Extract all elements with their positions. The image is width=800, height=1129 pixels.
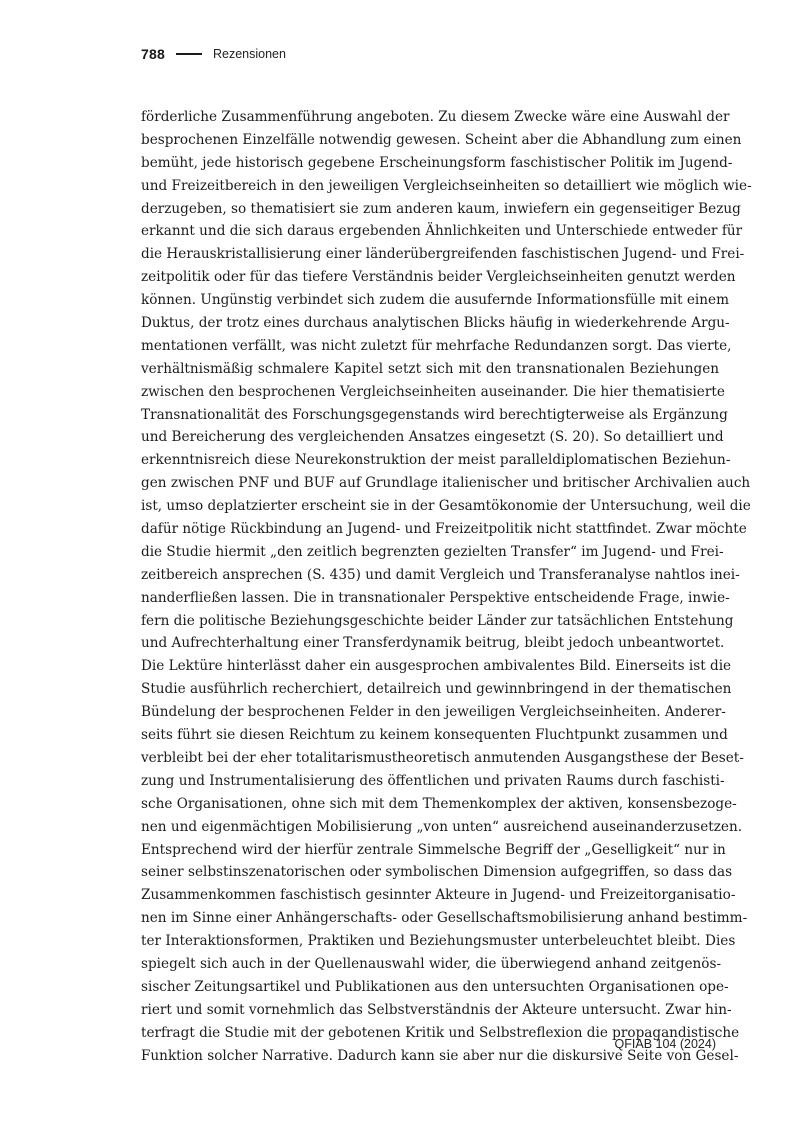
text-line: Duktus, der trotz eines durchaus analytischen Blicks häufig in wiederkehrende Argu- xyxy=(141,315,730,332)
text-line: förderliche Zusammenführung angeboten. Zu diesem Zwecke wäre eine Auswahl der xyxy=(141,109,730,125)
text-line: verhältnismäßig schmalere Kapitel setzt sich mit den transnationalen Beziehungen xyxy=(141,360,719,377)
text-line: Transnationalität des Forschungsgegenstands wird berechtigterweise als Ergänzung xyxy=(141,406,728,423)
text-line: zeitbereich ansprechen (S. 435) und damit Vergleich und Transferanalyse nahtlos inei- xyxy=(141,566,740,583)
text-line: sche Organisationen, ohne sich mit dem Themenkomplex der aktiven, konsensbezoge- xyxy=(141,795,737,812)
body-paragraph xyxy=(141,106,752,1067)
text-line: seits führt sie diesen Reichtum zu keinem konsequenten Fluchtpunkt zusammen und xyxy=(141,727,728,744)
text-line: erkenntnisreich diese Neurekonstruktion der meist paralleldiplomatischen Beziehun- xyxy=(141,452,731,469)
text-line: Entsprechend wird der hierfür zentrale Simmelsche Begriff der „Geselligkeit“ nur in xyxy=(141,841,726,858)
text-line: zung und Instrumentalisierung des öffentlichen und privaten Raums durch faschisti- xyxy=(141,772,725,789)
text-line: und Aufrechterhaltung einer Transferdynamik beitrug, bleibt jedoch unbeantwortet. xyxy=(141,635,725,652)
text-line: seiner selbstinszenatorischen oder symbolischen Dimension aufgegriffen, so dass das xyxy=(141,864,733,881)
text-line: Die Lektüre hinterlässt daher ein ausgesprochen ambivalentes Bild. Einerseits ist die xyxy=(141,658,732,675)
text-line: ist, umso deplatzierter erscheint sie in der Gesamtökonomie der Untersuchung, weil die xyxy=(141,498,751,515)
text-line: Studie ausführlich recherchiert, detailreich und gewinnbringend in der thematischen xyxy=(141,681,732,698)
text-line: Funktion solcher Narrative. Dadurch kann sie aber nur die diskursive Seite von Gesel- xyxy=(141,1047,739,1064)
text-line: dafür nötige Rückbindung an Jugend- und Freizeitpolitik nicht stattfindet. Zwar möchte xyxy=(141,521,747,538)
text-line: Zusammenkommen faschistisch gesinnter Akteure in Jugend- und Freizeitorganisatio- xyxy=(141,887,736,904)
text-line: und Bereicherung des vergleichenden Ansatzes eingesetzt (S. 20). So detailliert und xyxy=(141,429,724,446)
text-line: können. Ungünstig verbindet sich zudem die ausufernde Informationsfülle mit einem xyxy=(141,292,729,309)
text-line: riert und somit vornehmlich das Selbstverständnis der Akteure untersucht. Zwar hin- xyxy=(141,1001,732,1018)
text-line: Bündelung der besprochenen Felder in den jeweiligen Vergleichseinheiten. Anderer- xyxy=(141,704,726,721)
text-line: zwischen den besprochenen Vergleichseinheiten auseinander. Die hier thematisierte xyxy=(141,383,725,400)
text-line: zeitpolitik oder für das tiefere Verständnis beider Vergleichseinheiten genutzt werden xyxy=(141,269,736,286)
text-line: mentationen verfällt, was nicht zuletzt für mehrfache Redundanzen sorgt. Das vierte, xyxy=(141,337,732,354)
text-line: bemüht, jede historisch gegebene Erscheinungsform faschistischer Politik im Jugend- xyxy=(141,154,733,171)
text-line: die Studie hiermit „den zeitlich begrenzten gezielten Transfer“ im Jugend- und Frei- xyxy=(141,543,724,560)
running-header xyxy=(141,44,286,64)
text-line: spiegelt sich auch in der Quellenauswahl wider, die überwiegend anhand zeitgenös- xyxy=(141,955,722,972)
section-title: Rezensionen xyxy=(212,47,286,61)
text-line: erkannt und die sich daraus ergebenden Ähnlichkeiten und Unterschiede entweder für xyxy=(141,223,743,240)
text-line: terfragt die Studie mit der gebotenen Kritik und Selbstreflexion die propagandistische xyxy=(141,1024,740,1041)
text-line: verbleibt bei der eher totalitarismustheoretisch anmutenden Ausgangsthese der Beset- xyxy=(141,749,744,766)
text-line: gen zwischen PNF und BUF auf Grundlage italienischer und britischer Archivalien auch xyxy=(141,475,751,492)
journal-footer: QFIAB 104 (2024) xyxy=(614,1037,716,1051)
text-line: derzugeben, so thematisiert sie zum anderen kaum, inwiefern ein gegenseitiger Bezug xyxy=(141,200,741,217)
text-line: sischer Zeitungsartikel und Publikationen aus den untersuchten Organisationen ope- xyxy=(141,978,729,995)
text-line: nen und eigenmächtigen Mobilisierung „von unten“ ausreichend auseinanderzusetzen. xyxy=(141,818,743,835)
text-line: nen im Sinne einer Anhängerschafts- oder Gesellschaftsmobilisierung anhand bestimm- xyxy=(141,910,748,927)
text-line: nanderfließen lassen. Die in transnationaler Perspektive entscheidende Frage, inwie- xyxy=(141,589,730,606)
text-line: besprochenen Einzelfälle notwendig gewesen. Scheint aber die Abhandlung zum einen xyxy=(141,131,742,148)
page-number: 788 xyxy=(141,46,165,62)
text-line: fern die politische Beziehungsgeschichte beider Länder zur tatsächlichen Entstehung xyxy=(141,612,734,629)
text-line: die Herauskristallisierung einer länderübergreifenden faschistischen Jugend- und Frei- xyxy=(141,246,745,263)
text-line: ter Interaktionsformen, Praktiken und Beziehungsmuster unterbeleuchtet bleibt. Dies xyxy=(141,933,736,950)
text-line: und Freizeitbereich in den jeweiligen Vergleichseinheiten so detailliert wie möglich wie- xyxy=(141,177,752,194)
header-divider xyxy=(176,53,202,56)
